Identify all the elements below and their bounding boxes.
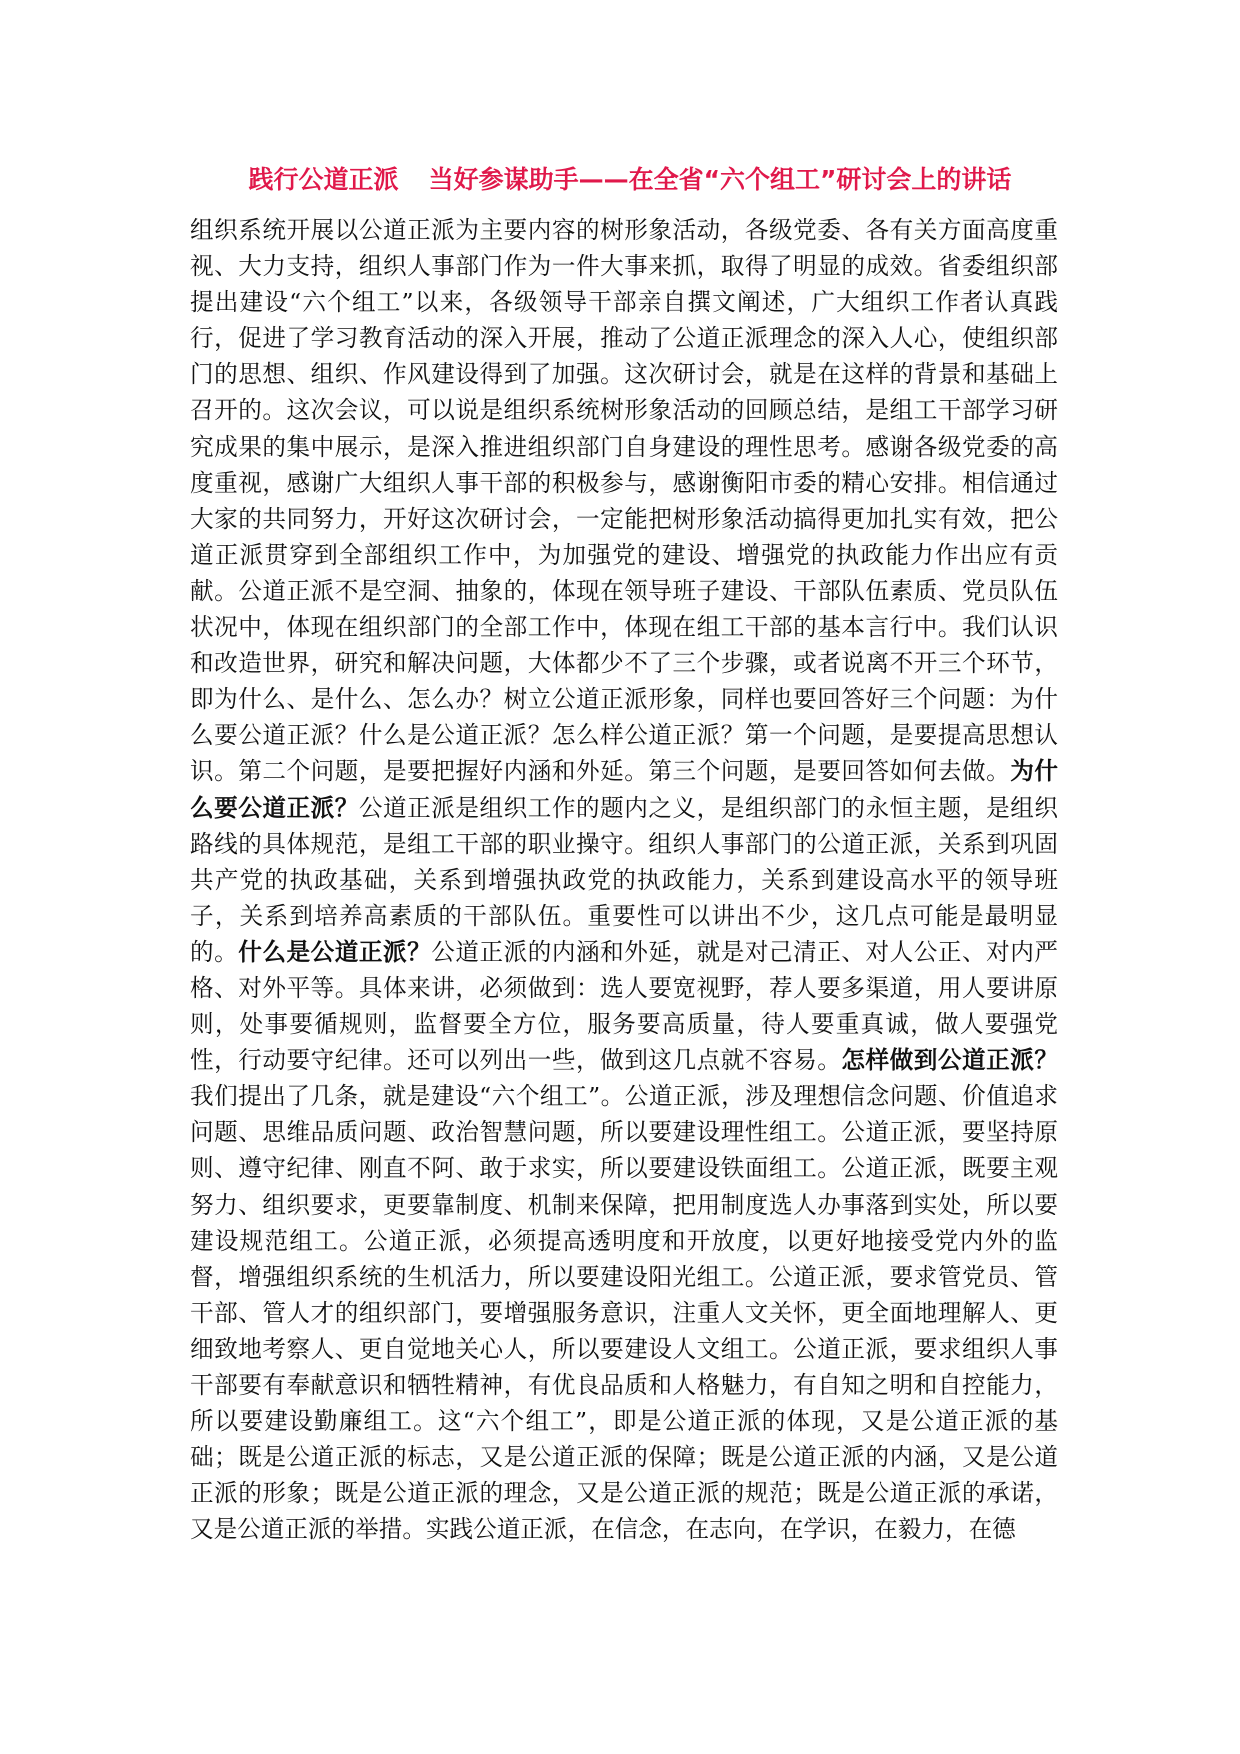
- body-paragraph: [190, 212, 1058, 1547]
- text-segment-intro: 组织系统开展以公道正派为主要内容的树形象活动，各级党委、各有关方面高度重视、大力支持，组织人事部门作为一件大事来抓，取得了明显的成效。省委组织部提出建设“六个组工”以来，各级领导干部亲自撰文阐述，广大组织工作者认真践行，促进了学习教育活动的深入开展，推动了公道正派理念的深入人心，使组织部门的思想、组织、作风建设得到了加强。这次研讨会，就是在这样的背景和基础上召开的。这次会议，可以说是组织系统树形象活动的回顾总结，是组工干部学习研究成果的集中展示，是深入推进组织部门自身建设的理性思考。感谢各级党委的高度重视，感谢广大组织人事干部的积极参与，感谢衡阳市委的精心安排。相信通过大家的共同努力，开好这次研讨会，一定能把树形象活动搞得更加扎实有效，把公道正派贯穿到全部组织工作中，为加强党的建设、增强党的执政能力作出应有贡献。公道正派不是空洞、抽象的，体现在领导班子建设、干部队伍素质、党员队伍状况中，体现在组织部门的全部工作中，体现在组工干部的基本言行中。我们认识和改造世界，研究和解决问题，大体都少不了三个步骤，或者说离不开三个环节，即为什么、是什么、怎么办？树立公道正派形象，同样也要回答好三个问题：为什么要公道正派？什么是公道正派？怎么样公道正派？第一个问题，是要提高思想认识。第二个问题，是要把握好内涵和外延。第三个问题，是要回答如何去做。: [190, 216, 1058, 786]
- text-segment-what: 公道正派的内涵和外延，就是对己清正、对人公正、对内严格、对外平等。具体来讲，必须做到：选人要宽视野，荐人要多渠道，用人要讲原则，处事要循规则，监督要全方位，服务要高质量，待人要重真诚，做人要强党性，行动要守纪律。还可以列出一些，做到这几点就不容易。: [190, 937, 1059, 1075]
- heading-why-fair: 为什么要公道正派？: [190, 757, 1059, 822]
- heading-how-fair: 怎样做到公道正派？: [841, 1046, 1059, 1075]
- document-title: [150, 162, 1110, 198]
- heading-what-fair: 什么是公道正派？: [238, 937, 432, 966]
- text-segment-how: 我们提出了几条，就是建设“六个组工”。公道正派，涉及理想信念问题、价值追求问题、思维品质问题、政治智慧问题，所以要建设理性组工。公道正派，要坚持原则、遵守纪律、刚直不阿、敢于求实，所以要建设铁面组工。公道正派，既要主观努力、组织要求，更要靠制度、机制来保障，把用制度选人办事落到实处，所以要建设规范组工。公道正派，必须提高透明度和开放度，以更好地接受党内外的监督，增强组织系统的生机活力，所以要建设阳光组工。公道正派，要求管党员、管干部、管人才的组织部门，要增强服务意识，注重人文关怀，更全面地理解人、更细致地考察人、更自觉地关心人，所以要建设人文组工。公道正派，要求组织人事干部要有奉献意识和牺牲精神，有优良品质和人格魅力，有自知之明和自控能力，所以要建设勤廉组工。这“六个组工”，即是公道正派的体现，又是公道正派的基础；既是公道正派的标志，又是公道正派的保障；既是公道正派的内涵，又是公道正派的形象；既是公道正派的理念，又是公道正派的规范；既是公道正派的承诺，又是公道正派的举措。实践公道正派，在信念，在志向，在学识，在毅力，在德: [190, 1082, 1058, 1544]
- text-segment-why: 公道正派是组织工作的题内之义，是组织部门的永恒主题，是组织路线的具体规范，是组工干部的职业操守。组织人事部门的公道正派，关系到巩固共产党的执政基础，关系到增强执政党的执政能力，关系到建设高水平的领导班子，关系到培养高素质的干部队伍。重要性可以讲出不少，这几点可能是最明显的。: [190, 793, 1059, 966]
- title-part-1: 践行公道正派: [248, 165, 399, 194]
- title-part-2: 当好参谋助手——在全省“六个组工”研讨会上的讲话: [428, 165, 1012, 194]
